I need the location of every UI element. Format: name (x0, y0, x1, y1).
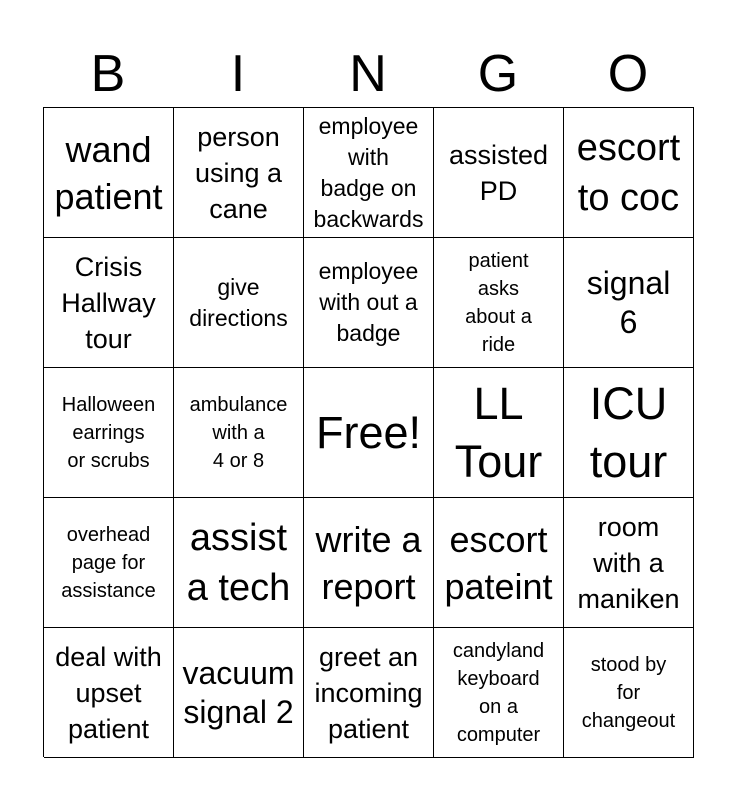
cell-label: wand patient (54, 128, 163, 217)
cell-label: Halloween earrings or scrubs (61, 393, 156, 472)
bingo-cell-g3[interactable] (434, 368, 564, 498)
cell-label: person using a cane (194, 121, 283, 224)
bingo-cell-o2[interactable] (564, 238, 694, 368)
header-letter-o: O (607, 45, 649, 103)
cell-label: write a report (315, 518, 422, 607)
cell-label: ICU tour (589, 377, 668, 487)
cell-label: give directions (189, 273, 288, 331)
bingo-cell-g2[interactable] (434, 238, 564, 368)
cell-label: signal 6 (586, 264, 671, 340)
bingo-cell-i2[interactable] (174, 238, 304, 368)
bingo-cell-n5[interactable] (304, 628, 434, 758)
bingo-cell-o4[interactable] (564, 498, 694, 628)
bingo-cell-b1[interactable] (44, 108, 174, 238)
bingo-cell-i3[interactable] (174, 368, 304, 498)
header-letter-b: B (90, 45, 126, 103)
bingo-cell-b3[interactable] (44, 368, 174, 498)
cell-label: vacuum signal 2 (182, 654, 295, 730)
cell-label: assist a tech (186, 516, 291, 609)
bingo-cell-b2[interactable] (44, 238, 174, 368)
bingo-cell-o3[interactable] (564, 368, 694, 498)
cell-label: room with a maniken (577, 511, 680, 614)
bingo-cell-g5[interactable] (434, 628, 564, 758)
cell-label: greet an incoming patient (314, 641, 423, 744)
bingo-cell-o5[interactable] (564, 628, 694, 758)
cell-label: escort to coc (576, 126, 681, 219)
cell-label: stood by for changeout (581, 653, 676, 732)
cell-label: employee with out a badge (318, 258, 419, 346)
free-space-label: Free! (315, 406, 422, 458)
header-letter-i: I (230, 45, 246, 103)
bingo-cell-n1[interactable] (304, 108, 434, 238)
cell-label: overhead page for assistance (61, 523, 156, 602)
cell-label: Crisis Hallway tour (61, 251, 156, 354)
cell-label: assisted PD (448, 139, 549, 206)
bingo-cell-n2[interactable] (304, 238, 434, 368)
bingo-cell-o1[interactable] (564, 108, 694, 238)
bingo-cell-b4[interactable] (44, 498, 174, 628)
bingo-header (43, 40, 693, 108)
cell-label: candyland keyboard on a computer (452, 639, 545, 746)
bingo-cell-i5[interactable] (174, 628, 304, 758)
cell-label: LL Tour (454, 377, 543, 487)
cell-label: escort pateint (444, 518, 553, 607)
bingo-cell-n4[interactable] (304, 498, 434, 628)
bingo-cell-i1[interactable] (174, 108, 304, 238)
bingo-cell-g1[interactable] (434, 108, 564, 238)
cell-label: deal with upset patient (55, 641, 162, 744)
header-letter-g: G (477, 45, 519, 103)
bingo-cell-free[interactable] (304, 368, 434, 498)
bingo-cell-g4[interactable] (434, 498, 564, 628)
cell-label: employee with badge on backwards (313, 112, 424, 232)
bingo-board (43, 107, 694, 757)
cell-label: patient asks about a ride (465, 249, 532, 356)
cell-label: ambulance with a 4 or 8 (189, 393, 288, 472)
header-letter-n: N (349, 45, 387, 103)
bingo-cell-i4[interactable] (174, 498, 304, 628)
bingo-cell-b5[interactable] (44, 628, 174, 758)
